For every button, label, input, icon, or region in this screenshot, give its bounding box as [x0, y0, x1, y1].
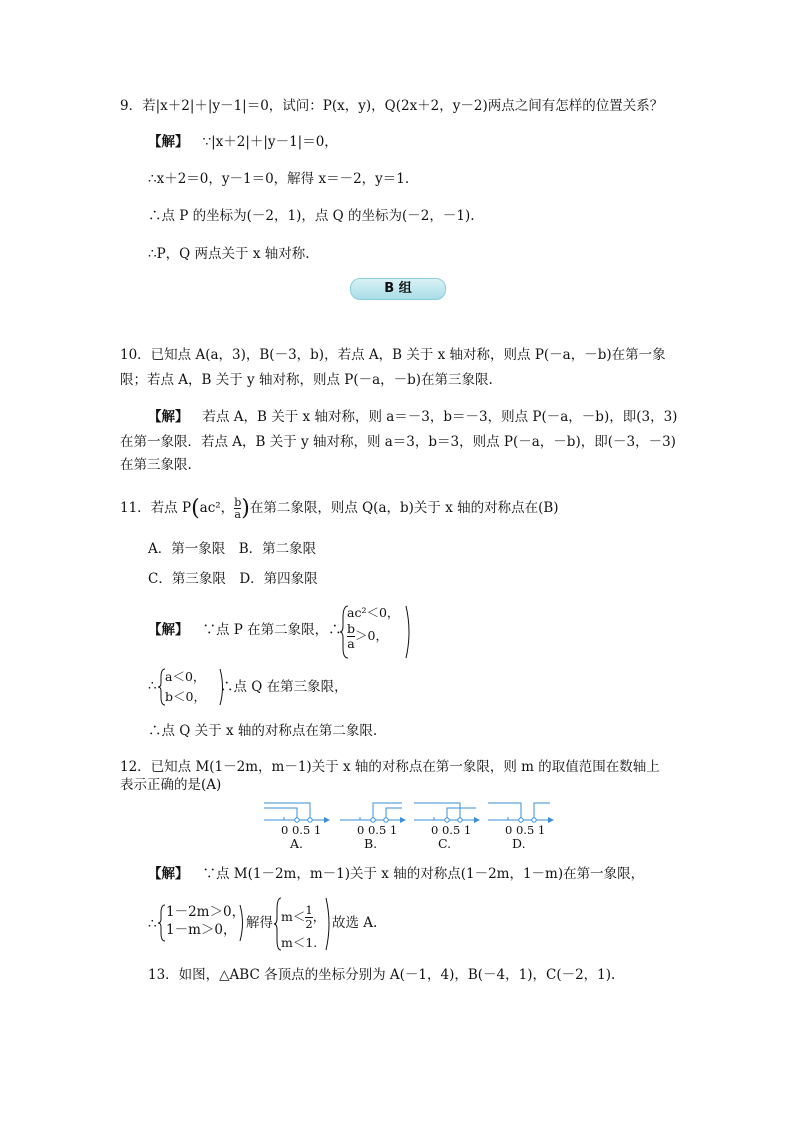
- q10-question-line1: 10．已知点 A(a，3)，B(－3，b)，若点 A，B 关于 x 轴对称，则点 P(－a，－b)在第一象: [120, 347, 666, 363]
- q9-step3: ∴P，Q 两点关于 x 轴对称.: [148, 246, 310, 262]
- q10-solution-line1: 【解】 若点 A，B 关于 x 轴对称，则 a＝－3，b＝－3，则点 P(－a，－b)，即(3，3): [148, 409, 678, 425]
- q11-final: ∴点 Q 关于 x 轴的对称点在第二象限.: [148, 723, 378, 739]
- q11-conc-a: a＜0，: [165, 669, 206, 684]
- q12-ticks-d: 0 0.5 1: [505, 823, 546, 837]
- q12-option-a-label: A.: [290, 836, 304, 851]
- solution-tag: 【解】: [148, 866, 189, 882]
- solution-tag: 【解】: [148, 409, 189, 425]
- q12-option-b-label: B.: [364, 836, 378, 851]
- q12-result-2: m＜1.: [281, 935, 318, 950]
- q12-ticks-c: 0 0.5 1: [431, 823, 472, 837]
- solution-tag: 【解】: [148, 622, 189, 638]
- q13-question: 13．如图，△ABC 各顶点的坐标分别为 A(－1，4)，B(－4，1)，C(－2，1).: [148, 967, 616, 983]
- q12-question-line1: 12．已知点 M(1－2m，m－1)关于 x 轴的对称点在第一象限，则 m 的取值范围在数轴上: [120, 759, 660, 775]
- solution-tag: 【解】: [148, 134, 189, 150]
- q9-solution-line1: 【解】 ∵|x＋2|＋|y－1|＝0，: [148, 134, 338, 150]
- q11-cond2: $\frac{b}{a}$ ＞0，: [347, 621, 388, 651]
- q12-ticks-b: 0 0.5 1: [357, 823, 398, 837]
- q11-solution-line1: 【解】 ∵点 P 在第二象限，∴: [148, 622, 342, 638]
- q12-ineq-1: 1－2m＞0，: [166, 904, 246, 920]
- q12-ineq-2: 1－m＞0，: [166, 922, 237, 938]
- group-b-badge: B 组: [350, 278, 446, 300]
- q11-options-ab: A．第一象限 B．第二象限: [148, 541, 317, 557]
- q11-conc-text: ∴点 Q 在第三象限，: [220, 679, 348, 695]
- q12-question-line2: 表示正确的是(A): [120, 777, 222, 793]
- q12-ticks-a: 0 0.5 1: [281, 823, 322, 837]
- q9-step2: ∴点 P 的坐标为(－2，1)，点 Q 的坐标为(－2，－1).: [148, 208, 475, 224]
- q11-conc-b: b＜0，: [165, 689, 206, 704]
- q11-cond1: ac²＜0，: [347, 605, 400, 620]
- q11-question: 11．若点 P(ac²， $\frac{b}{a}$ )在第二象限，则点 Q(a，b)关于 x 轴的对称点在(B): [120, 496, 559, 521]
- q10-question-line2: 限；若点 A，B 关于 y 轴对称，则点 P(－a，－b)在第三象限.: [120, 372, 493, 388]
- q10-solution-line3: 在第三象限.: [120, 457, 192, 473]
- q9-step1: ∴x＋2＝0，y－1＝0，解得 x＝－2，y＝1.: [148, 171, 410, 187]
- q12-option-c-label: C.: [438, 836, 452, 851]
- q12-result-1: m＜ $\frac{1}{2}$ ，: [281, 903, 326, 931]
- q12-solution-line1: 【解】 ∵点 M(1－2m，m－1)关于 x 轴的对称点(1－2m，1－m)在第一象限，: [148, 866, 645, 882]
- q10-solution-line2: 在第一象限．若点 A，B 关于 y 轴对称，则 a＝3，b＝3，则点 P(－a，－b)，即(－3，－3): [120, 434, 676, 450]
- q12-choose: 故选 A.: [332, 915, 378, 931]
- q11-therefore-line: ∴: [148, 678, 157, 694]
- q12-solve-label: 解得: [246, 915, 273, 931]
- q11-options-cd: C．第三象限 D．第四象限: [148, 571, 318, 587]
- q9-question: 9．若|x＋2|＋|y－1|＝0，试问：P(x，y)，Q(2x＋2，y－2)两点之间有怎样的位置关系？: [120, 98, 664, 114]
- q12-therefore: ∴: [148, 916, 157, 932]
- q12-option-d-label: D.: [512, 836, 526, 851]
